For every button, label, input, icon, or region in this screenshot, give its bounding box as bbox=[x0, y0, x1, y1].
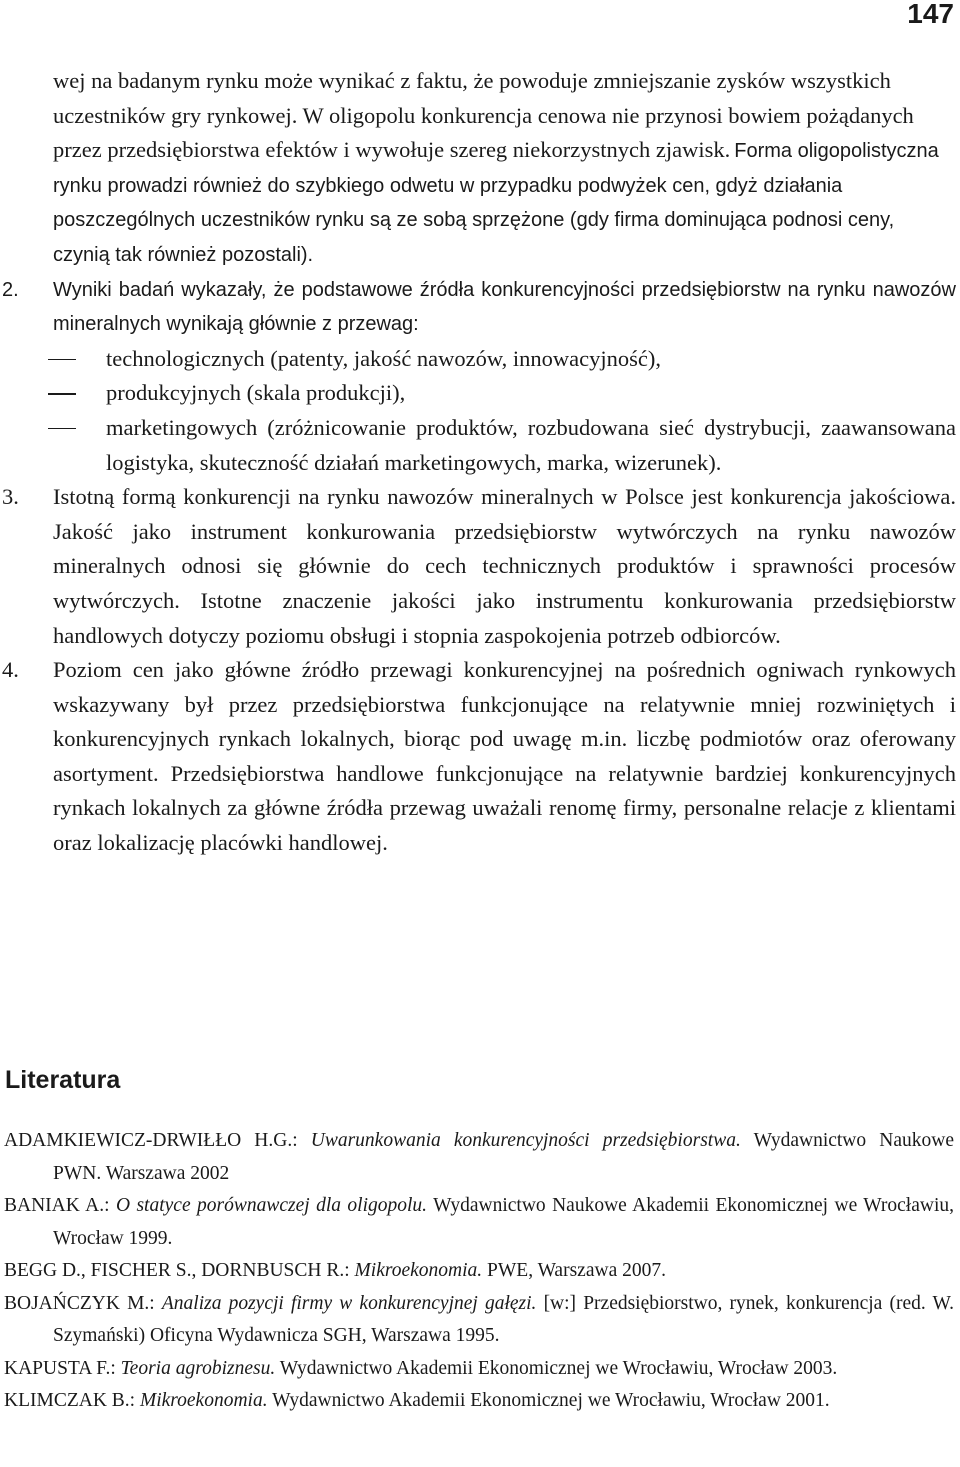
ref-title: Analiza pozycji firmy w konkurencyjnej gałęzi. bbox=[161, 1292, 537, 1314]
subitem-text: produkcyjnych (skala produkcji), bbox=[106, 380, 406, 406]
intro-paragraph bbox=[53, 64, 956, 273]
ref-publisher: Wydawnictwo Naukowe PWN. Warszawa 2002 bbox=[53, 1130, 954, 1184]
page-number: 147 bbox=[907, 0, 954, 29]
reference-entry bbox=[0, 1125, 954, 1190]
dash-bullet bbox=[48, 393, 76, 395]
ref-publisher: Wydawnictwo Akademii Ekonomicznej we Wrocławiu, Wrocław 2001. bbox=[272, 1390, 830, 1411]
reference-entry bbox=[0, 1353, 954, 1386]
ref-publisher: PWE, Warszawa 2007. bbox=[487, 1260, 666, 1281]
item-text: Istotną formą konkurencji na rynku nawozów mineralnych w Polsce jest konkurencja jakościowa. Jakość jako instrument konkurowania przedsiębiorstw wytwórczych na rynku nawozów mineralnych odnosi się głównie do cech technicznych produktów i sprawności procesów wytwórczych. Istotne znaczenie jakości jako instrumentu konkurowania przedsiębiorstw handlowych dotyczy poziomu obsługi i stopnia zaspokojenia potrzeb odbiorców. bbox=[53, 484, 956, 648]
list-item-2 bbox=[2, 273, 956, 342]
reference-entry bbox=[0, 1288, 954, 1353]
intro-sans-text: Forma oligopolistyczna rynku prowadzi również do szybkiego odwetu w przypadku podwyżek cen, gdyż działania poszczególnych uczestników rynku są ze sobą sprzężone (gdy firma dominująca podnosi ceny, czynią tak również pozostali). bbox=[53, 140, 939, 266]
subitem-marketing bbox=[106, 411, 956, 480]
intro-serif-text: wej na badanym rynku może wynikać z faktu, że powoduje zmniejszanie zysków wszystkich uczestników gry rynkowej. W oligopolu konkurencja cenowa nie przynosi bowiem pożądanych przez przedsiębiorstwa efektów i wywołuje szereg niekorzystnych zjawisk. bbox=[53, 68, 914, 163]
reference-entry bbox=[0, 1255, 954, 1288]
ref-title: Mikroekonomia. bbox=[354, 1260, 483, 1281]
reference-entry bbox=[0, 1190, 954, 1255]
subitem-production bbox=[106, 376, 956, 411]
item-text: Poziom cen jako główne źródło przewagi konkurencyjnej na pośrednich ogniwach rynkowych wskazywany był przez przedsiębiorstwa funkcjonujące na relatywnie mniej rozwiniętych i konkurencyjnych rynkach lokalnych, biorąc pod uwagę m.in. liczbę podmiotów oraz oferowany asortyment. Przedsiębiorstwa handlowe funkcjonujące na relatywnie bardziej konkurencyjnych rynkach lokalnych za główne źródła przewag uważali renomę firmy, personalne relacje z klientami oraz lokalizację placówki handlowej. bbox=[53, 657, 956, 856]
ref-title: Mikroekonomia. bbox=[139, 1390, 268, 1411]
reference-entry bbox=[0, 1385, 954, 1418]
subitem-technological bbox=[106, 342, 956, 377]
ref-title: Teoria agrobiznesu. bbox=[120, 1357, 276, 1379]
reference-list bbox=[0, 1125, 960, 1418]
ref-author: KLIMCZAK B.: bbox=[4, 1390, 136, 1411]
subitem-text: technologicznych (patenty, jakość nawozów, innowacyjność), bbox=[106, 345, 662, 371]
ref-publisher: Wydawnictwo Naukowe Akademii Ekonomicznej we Wrocławiu, Wrocław 1999. bbox=[53, 1195, 955, 1249]
ref-author: BEGG D., FISCHER S., DORNBUSCH R.: bbox=[4, 1260, 350, 1281]
item-number: 2. bbox=[2, 278, 19, 301]
ref-author: KAPUSTA F.: bbox=[4, 1357, 116, 1379]
ref-author: ADAMKIEWICZ-DRWIŁŁO H.G.: bbox=[4, 1130, 298, 1151]
ref-title: O statyce porównawczej dla oligopolu. bbox=[115, 1195, 428, 1216]
dash-bullet bbox=[48, 428, 76, 430]
item-number: 3. bbox=[2, 484, 19, 510]
item-text: Wyniki badań wykazały, że podstawowe źródła konkurencyjności przedsiębiorstw na rynku nawozów mineralnych wynikają głównie z przewag: bbox=[53, 278, 956, 336]
dash-bullet bbox=[48, 359, 76, 361]
list-item-4 bbox=[2, 653, 956, 861]
ref-title: Uwarunkowania konkurencyjności przedsiębiorstwa. bbox=[310, 1130, 741, 1151]
subitem-text: marketingowych (zróżnicowanie produktów, rozbudowana sieć dystrybucji, zaawansowana logistyka, skuteczność działań marketingowych, marka, wizerunek). bbox=[106, 414, 956, 475]
ref-author: BANIAK A.: bbox=[4, 1195, 110, 1216]
literature-heading: Literatura bbox=[5, 1066, 121, 1094]
ref-publisher: Wydawnictwo Akademii Ekonomicznej we Wrocławiu, Wrocław 2003. bbox=[279, 1357, 838, 1379]
ref-author: BOJAŃCZYK M.: bbox=[4, 1292, 155, 1314]
item-number: 4. bbox=[2, 657, 19, 683]
main-text bbox=[0, 64, 960, 861]
ref-publisher: [w:] Przedsiębiorstwo, rynek, konkurencja (red. W. Szymański) Oficyna Wydawnicza SGH, Warszawa 1995. bbox=[53, 1292, 955, 1346]
list-item-3 bbox=[2, 480, 956, 653]
